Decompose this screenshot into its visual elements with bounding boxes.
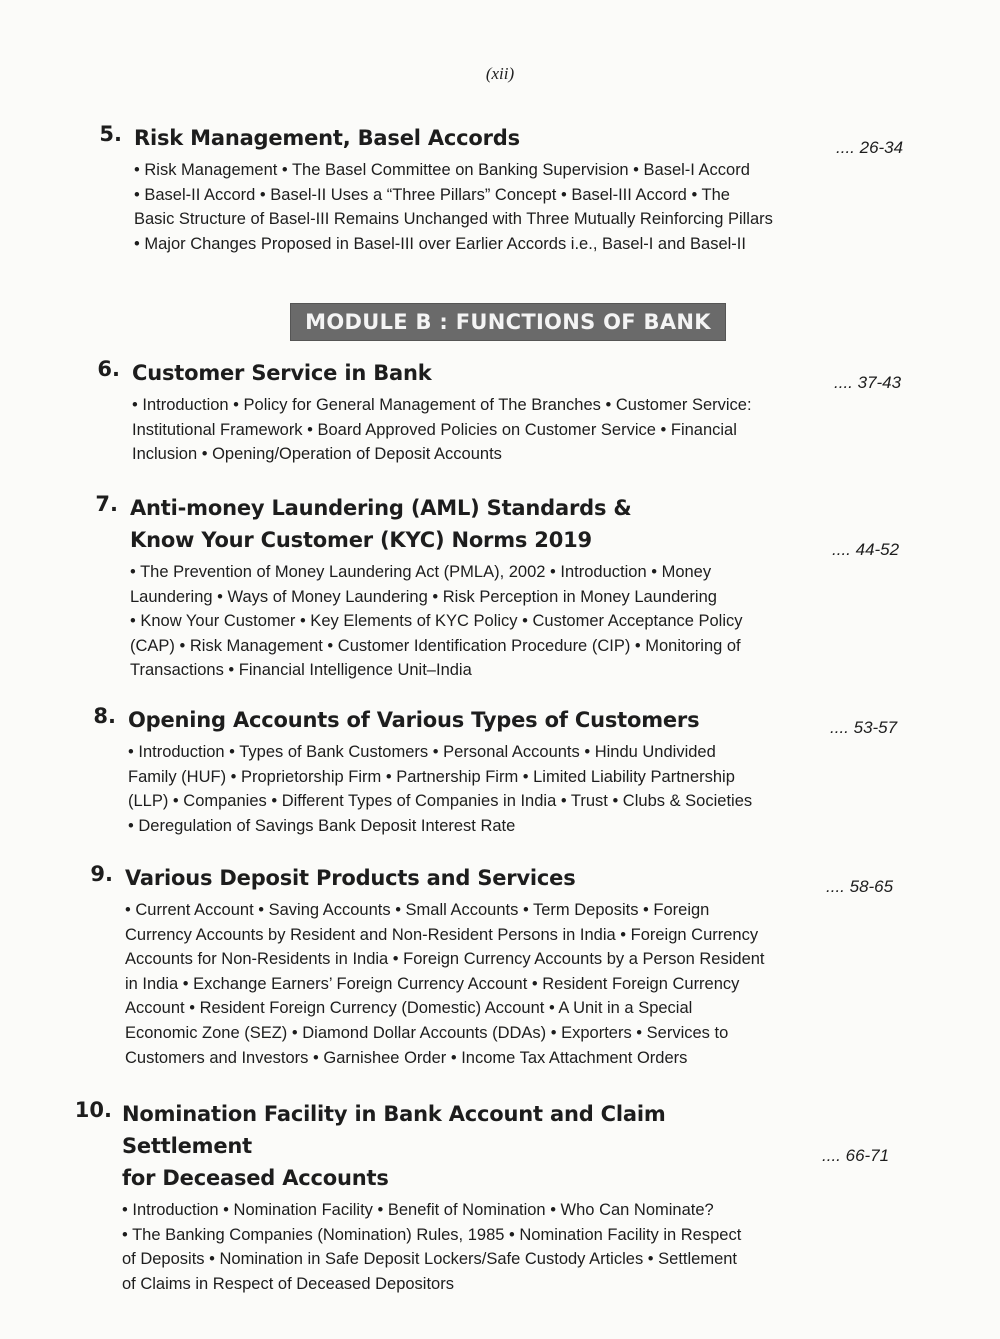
entry-title: Risk Management, Basel Accords [134, 126, 520, 150]
entry-description: • Introduction • Nomination Facility • Benefit of Nomination • Who Can Nominate? • The Banking Companies (Nomination) Rules, 1985 • Nomination Facility in Respect of Deposits • Nomination in Safe Deposit Lockers/Safe Custody Articles • Settlement of Claims in Respect of Deceased Depositors [122, 1201, 742, 1293]
page-range: .... 66-71 [822, 1146, 890, 1165]
entry-title: Various Deposit Products and Services [125, 866, 576, 890]
entry-number: 8. [93, 704, 116, 728]
module-banner: MODULE B : FUNCTIONS OF BANK [290, 303, 726, 341]
entry-title: Customer Service in Bank [132, 361, 432, 385]
toc-entry-7 [78, 492, 803, 683]
entry-description: • The Prevention of Money Laundering Act (PMLA), 2002 • Introduction • Money Laundering • Ways of Money Laundering • Risk Perception in Money Laundering • Know Your Customer • Key Elements of KYC Policy • Customer Acceptance Policy (CAP) • Risk Management • Customer Identification Procedure (CIP) • Monitoring of Transactions • Financial Intelligence Unit–India [130, 563, 743, 680]
entry-description: • Introduction • Policy for General Management of The Branches • Customer Service: Institutional Framework • Board Approved Policies on Customer Service • Financial Inclusion • Opening/Operation of Deposit Accounts [132, 396, 752, 464]
entry-description: • Introduction • Types of Bank Customers • Personal Accounts • Hindu Undivided Family (HUF) • Proprietorship Firm • Partnership Firm • Limited Liability Partnership (LLP) • Companies • Different Types of Companies in India • Trust • Clubs & Societies • Deregulation of Savings Bank Deposit Interest Rate [128, 743, 753, 835]
page-number: (xii) [485, 64, 515, 83]
toc-entry-10 [66, 1098, 796, 1296]
entry-number: 5. [99, 122, 122, 146]
entry-number: 7. [95, 492, 118, 516]
entry-number: 10. [74, 1098, 112, 1122]
toc-entry-5 [82, 122, 807, 256]
toc-entry-8 [76, 704, 801, 838]
entry-title: Anti-money Laundering (AML) Standards & Know Your Customer (KYC) Norms 2019 [130, 496, 632, 552]
page-range: .... 58-65 [826, 877, 894, 896]
page-range: .... 53-57 [830, 718, 898, 737]
entry-number: 6. [97, 357, 120, 381]
page-range: .... 44-52 [832, 540, 900, 559]
entry-description: • Current Account • Saving Accounts • Small Accounts • Term Deposits • Foreign Currency Accounts by Resident and Non-Resident Persons in India • Foreign Currency Accounts for Non-Residents in India • Foreign Currency Accounts by a Person Resident in India • Exchange Earners’ Foreign Currency Account • Resident Foreign Currency Account • Resident Foreign Currency (Domestic) Account • A Unit in a Special Economic Zone (SEZ) • Diamond Dollar Accounts (DDAs) • Exporters • Services to Customers and Investors • Garnishee Order • Income Tax Attachment Orders [125, 901, 765, 1067]
toc-entry-9 [73, 862, 798, 1070]
entry-title: Opening Accounts of Various Types of Customers [128, 708, 700, 732]
page-range: .... 26-34 [836, 138, 904, 157]
entry-title: Nomination Facility in Bank Account and Claim Settlement for Deceased Accounts [122, 1102, 666, 1190]
entry-number: 9. [90, 862, 113, 886]
entry-description: • Risk Management • The Basel Committee on Banking Supervision • Basel-I Accord • Basel-II Accord • Basel-II Uses a “Three Pillars” Concept • Basel-III Accord • The Basic Structure of Basel-III Remains Unchanged with Three Mutually Reinforcing Pillars • Major Changes Proposed in Basel-III over Earlier Accords i.e., Basel-I and Basel-II [134, 161, 773, 253]
page-range: .... 37-43 [834, 373, 902, 392]
toc-entry-6 [80, 357, 805, 467]
